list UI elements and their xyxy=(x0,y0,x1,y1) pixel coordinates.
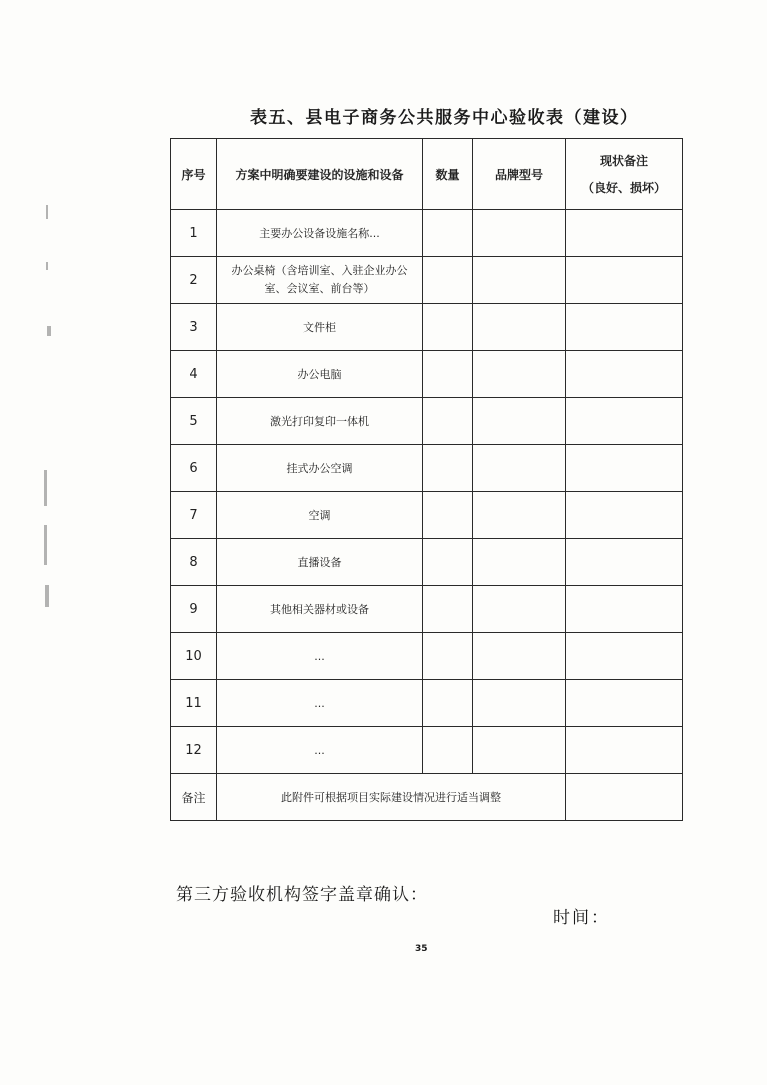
row-item: 办公桌椅（含培训室、入驻企业办公室、会议室、前台等） xyxy=(217,257,423,304)
scan-artifact xyxy=(44,470,47,506)
row-item: 直播设备 xyxy=(217,539,423,586)
row-status-cell xyxy=(566,304,683,351)
row-no: 3 xyxy=(171,304,217,351)
remark-status-cell xyxy=(566,774,683,821)
row-brand-cell xyxy=(473,727,566,774)
table-header-row xyxy=(171,139,683,210)
row-status-cell xyxy=(566,539,683,586)
remark-label: 备注 xyxy=(171,774,217,821)
header-item: 方案中明确要建设的设施和设备 xyxy=(217,139,423,210)
page-number: 35 xyxy=(415,944,428,954)
table-row xyxy=(171,257,683,304)
row-brand-cell xyxy=(473,633,566,680)
row-brand-cell xyxy=(473,586,566,633)
row-no: 5 xyxy=(171,398,217,445)
row-no: 11 xyxy=(171,680,217,727)
row-no: 12 xyxy=(171,727,217,774)
scan-artifact xyxy=(47,326,51,336)
row-qty-cell xyxy=(423,257,473,304)
row-qty-cell xyxy=(423,492,473,539)
header-status-line1: 现状备注 xyxy=(599,154,648,168)
row-qty-cell xyxy=(423,680,473,727)
table-row xyxy=(171,727,683,774)
row-qty-cell xyxy=(423,586,473,633)
row-qty-cell xyxy=(423,633,473,680)
row-status-cell xyxy=(566,351,683,398)
table-row xyxy=(171,304,683,351)
row-status-cell xyxy=(566,586,683,633)
table-row xyxy=(171,680,683,727)
row-brand-cell xyxy=(473,680,566,727)
scan-artifact xyxy=(44,525,47,565)
row-no: 10 xyxy=(171,633,217,680)
row-item: 激光打印复印一体机 xyxy=(217,398,423,445)
row-item: ... xyxy=(217,727,423,774)
header-status-line2: （良好、损坏） xyxy=(581,181,666,195)
table-row xyxy=(171,492,683,539)
remark-row xyxy=(171,774,683,821)
row-qty-cell xyxy=(423,539,473,586)
row-no: 2 xyxy=(171,257,217,304)
row-status-cell xyxy=(566,257,683,304)
row-brand-cell xyxy=(473,210,566,257)
row-no: 7 xyxy=(171,492,217,539)
row-no: 1 xyxy=(171,210,217,257)
row-item: 空调 xyxy=(217,492,423,539)
page-title: 表五、县电子商务公共服务中心验收表（建设） xyxy=(250,108,639,128)
row-brand-cell xyxy=(473,257,566,304)
row-brand-cell xyxy=(473,492,566,539)
row-qty-cell xyxy=(423,727,473,774)
row-brand-cell xyxy=(473,398,566,445)
scan-artifact xyxy=(46,262,48,270)
row-status-cell xyxy=(566,680,683,727)
table-row xyxy=(171,586,683,633)
row-brand-cell xyxy=(473,304,566,351)
header-brand: 品牌型号 xyxy=(473,139,566,210)
signature-label: 第三方验收机构签字盖章确认： xyxy=(176,885,428,905)
row-status-cell xyxy=(566,727,683,774)
scan-artifact xyxy=(46,205,48,219)
row-item: 办公电脑 xyxy=(217,351,423,398)
header-qty: 数量 xyxy=(423,139,473,210)
row-qty-cell xyxy=(423,304,473,351)
row-no: 8 xyxy=(171,539,217,586)
row-item: 文件柜 xyxy=(217,304,423,351)
row-brand-cell xyxy=(473,445,566,492)
row-item: ... xyxy=(217,680,423,727)
time-label: 时间： xyxy=(553,908,610,928)
row-qty-cell xyxy=(423,210,473,257)
table-row xyxy=(171,351,683,398)
row-item: 其他相关器材或设备 xyxy=(217,586,423,633)
row-status-cell xyxy=(566,398,683,445)
row-status-cell xyxy=(566,633,683,680)
row-item: ... xyxy=(217,633,423,680)
row-item: 主要办公设备设施名称... xyxy=(217,210,423,257)
row-qty-cell xyxy=(423,398,473,445)
table-row xyxy=(171,398,683,445)
row-brand-cell xyxy=(473,351,566,398)
header-no: 序号 xyxy=(171,139,217,210)
row-status-cell xyxy=(566,445,683,492)
row-brand-cell xyxy=(473,539,566,586)
acceptance-table xyxy=(170,138,683,821)
row-no: 4 xyxy=(171,351,217,398)
remark-text: 此附件可根据项目实际建设情况进行适当调整 xyxy=(217,774,566,821)
row-status-cell xyxy=(566,492,683,539)
table-row xyxy=(171,210,683,257)
row-status-cell xyxy=(566,210,683,257)
row-no: 9 xyxy=(171,586,217,633)
table-row xyxy=(171,633,683,680)
table-row xyxy=(171,445,683,492)
row-qty-cell xyxy=(423,445,473,492)
table-row xyxy=(171,539,683,586)
header-status xyxy=(566,139,683,210)
scan-artifact xyxy=(45,585,49,607)
row-item: 挂式办公空调 xyxy=(217,445,423,492)
row-no: 6 xyxy=(171,445,217,492)
row-qty-cell xyxy=(423,351,473,398)
